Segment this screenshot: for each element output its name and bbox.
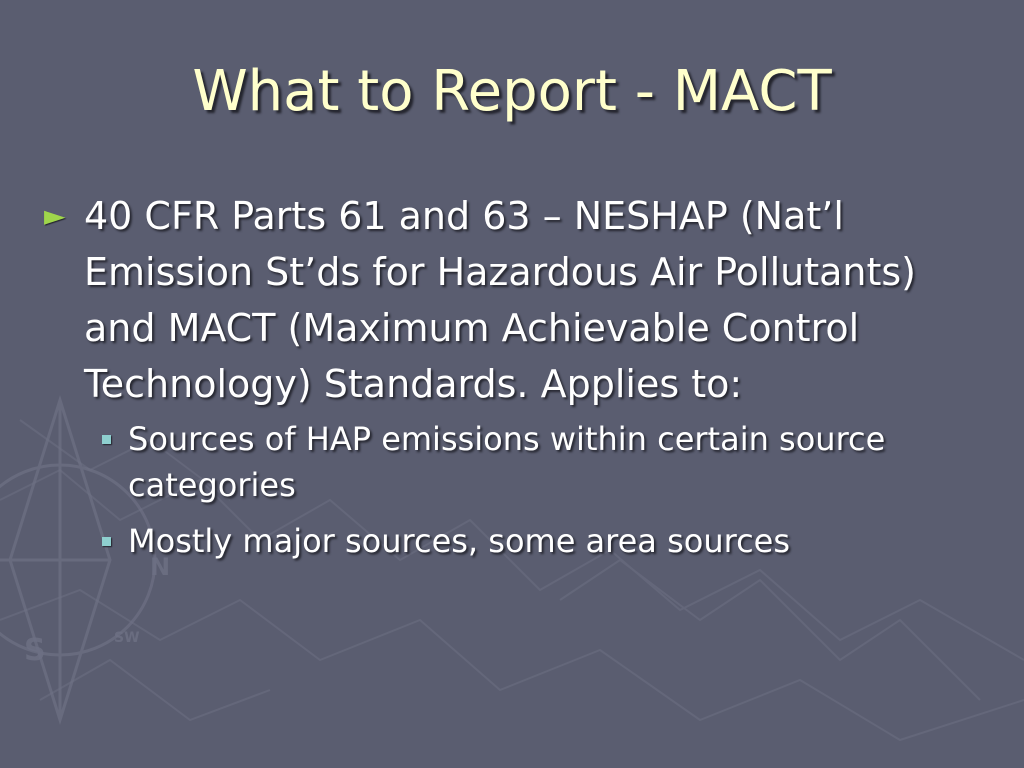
- square-bullet-icon: [98, 416, 128, 464]
- svg-text:SW: SW: [114, 630, 140, 646]
- slide-title: What to Report - MACT: [192, 59, 832, 124]
- green-arrow-bullet-icon: ►: [44, 199, 66, 232]
- main-bullet: [44, 188, 984, 412]
- sub-bullet-text: Sources of HAP emissions within certain source categories: [128, 420, 886, 504]
- sub-bullet-text: Mostly major sources, some area sources: [128, 522, 791, 560]
- svg-text:S: S: [24, 633, 46, 668]
- main-bullet-text: 40 CFR Parts 61 and 63 – NESHAP (Nat’l Emission St’ds for Hazardous Air Pollutants) and MACT (Maximum Achievable Control Technology) Standards. Applies to:: [84, 194, 917, 406]
- slide-content: [44, 188, 984, 576]
- sub-bullet-list: [44, 416, 984, 566]
- svg-text:N: N: [150, 553, 171, 581]
- square-bullet-icon: [98, 518, 128, 566]
- sub-bullet: [98, 416, 984, 508]
- sub-bullet: [98, 518, 984, 566]
